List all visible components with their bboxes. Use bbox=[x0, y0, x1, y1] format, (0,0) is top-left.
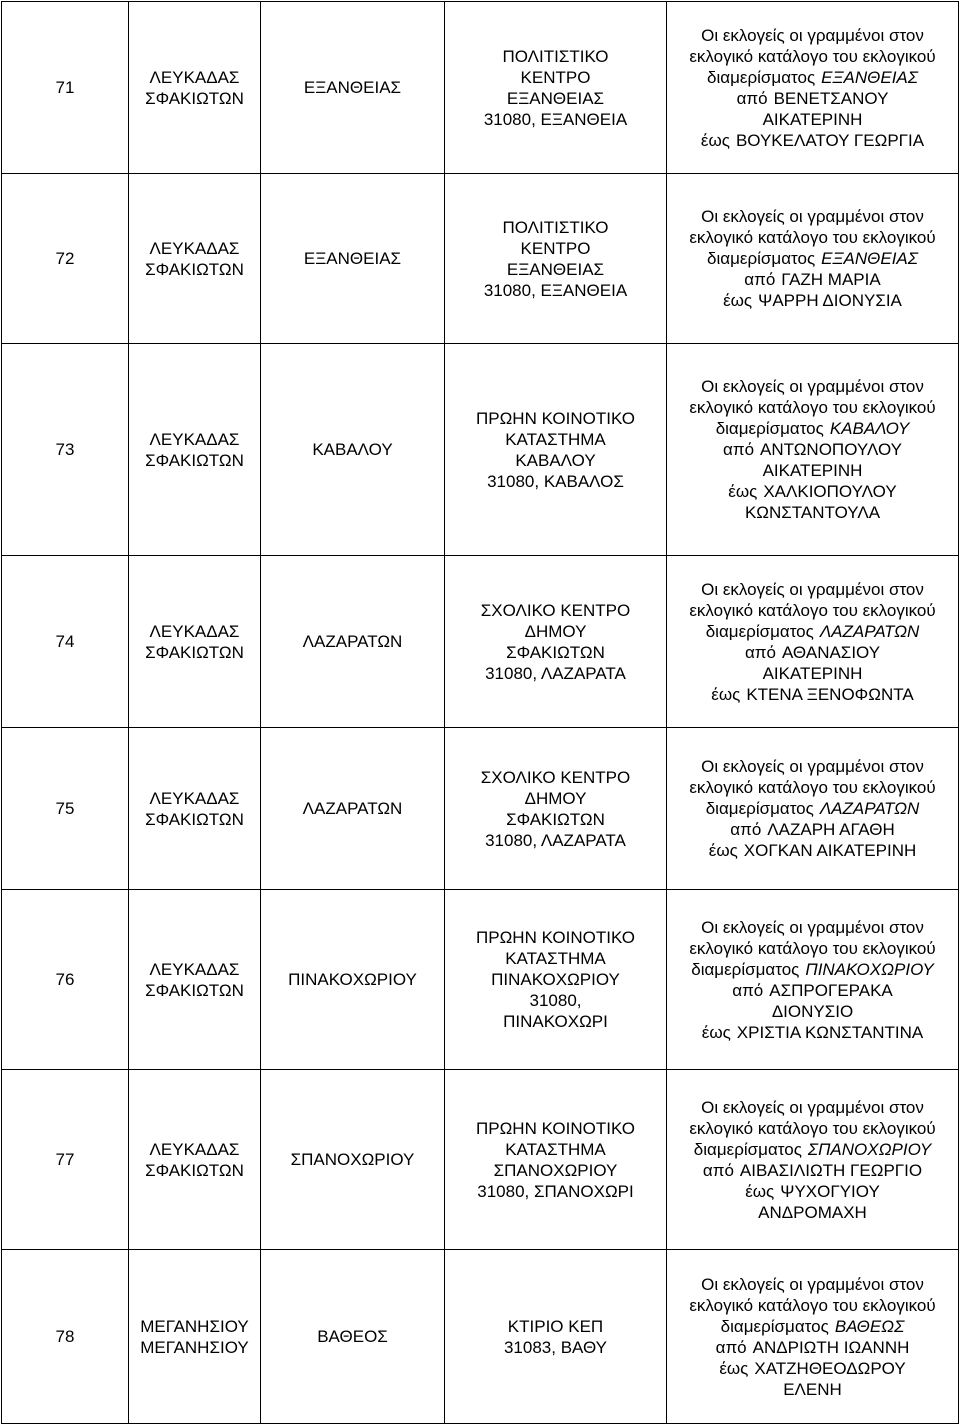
to-voter-name: ΒΟΥΚΕΛΑΤΟΥ ΓΕΩΡΓΙΑ bbox=[735, 130, 925, 150]
table-row bbox=[2, 344, 959, 556]
from-voter-line bbox=[671, 269, 954, 290]
voter-text-line: εκλογικό κατάλογο του εκλογικού bbox=[689, 228, 936, 247]
municipality-cell bbox=[129, 556, 261, 728]
from-voter-name: ΛΑΖΑΡΗ ΑΓΑΘΗ bbox=[767, 820, 895, 839]
from-label: από bbox=[702, 1160, 734, 1180]
location-line: ΣΠΑΝΟΧΩΡΙΟΥ bbox=[493, 1160, 618, 1180]
location-line: ΚΑΤΑΣΤΗΜΑ bbox=[505, 949, 606, 968]
from-label: από bbox=[723, 440, 755, 459]
municipality-line: ΜΕΓΑΝΗΣΙΟΥ bbox=[140, 1316, 249, 1336]
location-line: 31080, bbox=[529, 991, 582, 1010]
to-voter-line bbox=[671, 1202, 954, 1223]
municipality-cell bbox=[129, 890, 261, 1070]
district-cell bbox=[261, 1070, 445, 1250]
to-voter-name: ΑΝΔΡΟΜΑΧΗ bbox=[758, 1202, 867, 1222]
to-voter-line bbox=[671, 130, 954, 151]
district-prefix: διαμερίσματος bbox=[693, 1139, 802, 1159]
district-cell bbox=[261, 728, 445, 890]
district-name: ΕΞΑΝΘΕΙΑΣ bbox=[303, 78, 402, 97]
from-label: από bbox=[715, 1337, 747, 1357]
from-voter-name: ΑΙΚΑΤΕΡΙΝΗ bbox=[762, 663, 863, 683]
voter-text-line: Οι εκλογείς οι γραμμένοι στον bbox=[701, 1274, 924, 1294]
polling-stations-table bbox=[1, 1, 959, 1424]
voter-range-cell bbox=[667, 1070, 959, 1250]
table-row bbox=[2, 890, 959, 1070]
district-name: ΕΞΑΝΘΕΙΑΣ bbox=[303, 249, 402, 268]
location-line: ΕΞΑΝΘΕΙΑΣ bbox=[506, 259, 605, 279]
location-line: 31080, ΣΠΑΝΟΧΩΡΙ bbox=[477, 1181, 634, 1201]
to-label: έως bbox=[745, 1181, 775, 1201]
row-number-cell bbox=[2, 1070, 129, 1250]
to-voter-line bbox=[671, 290, 954, 311]
row-number: 77 bbox=[55, 1150, 75, 1169]
to-label: έως bbox=[723, 291, 753, 310]
from-voter-line bbox=[671, 980, 954, 1001]
location-line: ΚΕΝΤΡΟ bbox=[520, 67, 591, 87]
voter-range-cell bbox=[667, 2, 959, 174]
municipality-line: ΜΕΓΑΝΗΣΙΟΥ bbox=[140, 1337, 249, 1357]
electoral-district-name: ΣΠΑΝΟΧΩΡΙΟΥ bbox=[807, 1139, 932, 1159]
to-voter-line bbox=[671, 1022, 954, 1043]
district-cell bbox=[261, 174, 445, 344]
to-voter-name: ΕΛΕΝΗ bbox=[783, 1379, 842, 1399]
from-label: από bbox=[736, 88, 768, 108]
table-body bbox=[2, 2, 959, 1424]
voter-text-line: εκλογικό κατάλογο του εκλογικού bbox=[689, 938, 936, 958]
row-number: 71 bbox=[55, 78, 75, 97]
from-label: από bbox=[732, 980, 764, 1000]
row-number-cell bbox=[2, 344, 129, 556]
district-prefix: διαμερίσματος bbox=[720, 1316, 829, 1336]
district-cell bbox=[261, 890, 445, 1070]
location-line: 31080, ΛΑΖΑΡΑΤΑ bbox=[485, 663, 626, 683]
to-voter-name: ΨΑΡΡΗ ΔΙΟΝΥΣΙΑ bbox=[758, 291, 902, 310]
location-cell bbox=[445, 1070, 667, 1250]
district-cell bbox=[261, 556, 445, 728]
voter-range-cell bbox=[667, 1250, 959, 1424]
location-line: ΚΑΤΑΣΤΗΜΑ bbox=[505, 429, 606, 449]
voter-text-line: εκλογικό κατάλογο του εκλογικού bbox=[689, 1118, 936, 1138]
from-voter-name: ΓΑΖΗ ΜΑΡΙΑ bbox=[781, 270, 881, 289]
voter-text-line: εκλογικό κατάλογο του εκλογικού bbox=[689, 1295, 936, 1315]
from-label: από bbox=[744, 270, 776, 289]
municipality-cell bbox=[129, 728, 261, 890]
location-line: ΕΞΑΝΘΕΙΑΣ bbox=[506, 88, 605, 108]
to-voter-line bbox=[671, 840, 954, 861]
from-voter-name: ΑΘΑΝΑΣΙΟΥ bbox=[781, 642, 881, 662]
location-line: ΚΑΤΑΣΤΗΜΑ bbox=[505, 1139, 606, 1159]
location-line: ΔΗΜΟΥ bbox=[524, 621, 587, 641]
municipality-cell bbox=[129, 1070, 261, 1250]
row-number-cell bbox=[2, 174, 129, 344]
voter-range-cell bbox=[667, 890, 959, 1070]
district-name: ΣΠΑΝΟΧΩΡΙΟΥ bbox=[290, 1150, 415, 1169]
municipality-line: ΣΦΑΚΙΩΤΩΝ bbox=[145, 809, 244, 829]
electoral-district-line bbox=[671, 418, 954, 439]
electoral-district-name: ΕΞΑΝΘΕΙΑΣ bbox=[821, 249, 918, 268]
municipality-line: ΛΕΥΚΑΔΑΣ bbox=[149, 67, 240, 87]
location-cell bbox=[445, 174, 667, 344]
location-line: ΠΡΩΗΝ ΚΟΙΝΟΤΙΚΟ bbox=[475, 1118, 635, 1138]
from-voter-line bbox=[671, 439, 954, 460]
row-number-cell bbox=[2, 728, 129, 890]
municipality-line: ΛΕΥΚΑΔΑΣ bbox=[149, 1139, 240, 1159]
voter-text-line: Οι εκλογείς οι γραμμένοι στον bbox=[701, 1097, 924, 1117]
location-cell bbox=[445, 890, 667, 1070]
voter-text-line: εκλογικό κατάλογο του εκλογικού bbox=[689, 600, 936, 620]
district-cell bbox=[261, 344, 445, 556]
electoral-district-line bbox=[671, 798, 954, 819]
voter-text-line: Οι εκλογείς οι γραμμένοι στον bbox=[701, 377, 924, 396]
voter-range-cell bbox=[667, 174, 959, 344]
to-voter-name: ΧΑΛΚΙΟΠΟΥΛΟΥ bbox=[763, 482, 897, 501]
to-voter-line bbox=[671, 684, 954, 705]
electoral-district-line bbox=[671, 959, 954, 980]
location-cell bbox=[445, 1250, 667, 1424]
location-line: ΠΙΝΑΚΟΧΩΡΙΟΥ bbox=[491, 970, 620, 989]
to-label: έως bbox=[701, 1022, 731, 1042]
location-cell bbox=[445, 556, 667, 728]
municipality-cell bbox=[129, 174, 261, 344]
electoral-district-line bbox=[671, 67, 954, 88]
from-voter-line bbox=[671, 819, 954, 840]
electoral-district-name: ΕΞΑΝΘΕΙΑΣ bbox=[821, 67, 918, 87]
to-voter-line bbox=[671, 502, 954, 523]
location-cell bbox=[445, 344, 667, 556]
municipality-line: ΣΦΑΚΙΩΤΩΝ bbox=[145, 259, 244, 279]
from-voter-line bbox=[671, 642, 954, 663]
municipality-line: ΣΦΑΚΙΩΤΩΝ bbox=[145, 980, 244, 1000]
location-line: ΠΡΩΗΝ ΚΟΙΝΟΤΙΚΟ bbox=[475, 928, 635, 947]
location-line: ΠΙΝΑΚΟΧΩΡΙ bbox=[503, 1012, 608, 1031]
district-prefix: διαμερίσματος bbox=[715, 419, 824, 438]
from-voter-name: ΑΙΒΑΣΙΛΙΩΤΗ ΓΕΩΡΓΙΟ bbox=[739, 1160, 923, 1180]
to-voter-name: ΧΟΓΚΑΝ ΑΙΚΑΤΕΡΙΝΗ bbox=[743, 841, 917, 860]
location-line: ΚΑΒΑΛΟΥ bbox=[515, 450, 596, 470]
table-row bbox=[2, 1250, 959, 1424]
from-voter-name: ΑΝΔΡΙΩΤΗ ΙΩΑΝΝΗ bbox=[752, 1337, 910, 1357]
row-number-cell bbox=[2, 556, 129, 728]
location-cell bbox=[445, 728, 667, 890]
district-prefix: διαμερίσματος bbox=[707, 67, 816, 87]
electoral-district-line bbox=[671, 621, 954, 642]
electoral-district-name: ΒΑΘΕΩΣ bbox=[834, 1316, 905, 1336]
municipality-line: ΛΕΥΚΑΔΑΣ bbox=[149, 788, 240, 808]
from-voter-line bbox=[671, 1001, 954, 1022]
row-number-cell bbox=[2, 890, 129, 1070]
district-cell bbox=[261, 2, 445, 174]
voter-range-cell bbox=[667, 728, 959, 890]
from-label: από bbox=[730, 820, 762, 839]
row-number: 74 bbox=[55, 632, 75, 651]
municipality-cell bbox=[129, 2, 261, 174]
to-voter-name: ΧΑΤΖΗΘΕΟΔΩΡΟΥ bbox=[754, 1358, 906, 1378]
voter-text-line: Οι εκλογείς οι γραμμένοι στον bbox=[701, 25, 924, 45]
table-row bbox=[2, 728, 959, 890]
table-row bbox=[2, 2, 959, 174]
from-voter-line bbox=[671, 88, 954, 109]
location-cell bbox=[445, 2, 667, 174]
district-prefix: διαμερίσματος bbox=[705, 621, 814, 641]
to-voter-name: ΚΩΝΣΤΑΝΤΟΥΛΑ bbox=[744, 503, 881, 522]
location-line: ΣΦΑΚΙΩΤΩΝ bbox=[506, 642, 605, 662]
row-number: 76 bbox=[55, 970, 75, 989]
to-label: έως bbox=[700, 130, 730, 150]
to-voter-line bbox=[671, 1181, 954, 1202]
municipality-line: ΛΕΥΚΑΔΑΣ bbox=[149, 959, 240, 979]
location-line: ΚΕΝΤΡΟ bbox=[520, 238, 591, 258]
from-voter-name: ΑΙΚΑΤΕΡΙΝΗ bbox=[762, 461, 863, 480]
to-label: έως bbox=[708, 841, 738, 860]
district-name: ΛΑΖΑΡΑΤΩΝ bbox=[302, 632, 403, 651]
to-voter-name: ΧΡΙΣΤΙΑ ΚΩΝΣΤΑΝΤΙΝΑ bbox=[736, 1022, 924, 1042]
municipality-line: ΛΕΥΚΑΔΑΣ bbox=[149, 238, 240, 258]
district-name: ΛΑΖΑΡΑΤΩΝ bbox=[302, 799, 403, 818]
municipality-line: ΣΦΑΚΙΩΤΩΝ bbox=[145, 450, 244, 470]
voter-text-line: Οι εκλογείς οι γραμμένοι στον bbox=[701, 917, 924, 937]
district-prefix: διαμερίσματος bbox=[705, 799, 814, 818]
voter-text-line: Οι εκλογείς οι γραμμένοι στον bbox=[701, 757, 924, 776]
location-line: ΠΟΛΙΤΙΣΤΙΚΟ bbox=[502, 46, 609, 66]
to-label: έως bbox=[719, 1358, 749, 1378]
from-voter-name: ΔΙΟΝΥΣΙΟ bbox=[771, 1001, 854, 1021]
district-name: ΚΑΒΑΛΟΥ bbox=[312, 440, 393, 459]
location-line: 31080, ΛΑΖΑΡΑΤΑ bbox=[485, 830, 626, 850]
row-number-cell bbox=[2, 1250, 129, 1424]
location-line: ΣΧΟΛΙΚΟ ΚΕΝΤΡΟ bbox=[480, 767, 631, 787]
location-line: ΠΡΩΗΝ ΚΟΙΝΟΤΙΚΟ bbox=[475, 408, 635, 428]
from-voter-name: ΒΕΝΕΤΣΑΝΟΥ bbox=[773, 88, 889, 108]
from-voter-name: ΑΣΠΡΟΓΕΡΑΚΑ bbox=[769, 980, 893, 1000]
location-line: ΔΗΜΟΥ bbox=[524, 788, 587, 808]
table-row bbox=[2, 174, 959, 344]
location-line: ΠΟΛΙΤΙΣΤΙΚΟ bbox=[502, 217, 609, 237]
voter-range-cell bbox=[667, 556, 959, 728]
from-voter-line bbox=[671, 663, 954, 684]
row-number: 75 bbox=[55, 799, 75, 818]
voter-text-line: Οι εκλογείς οι γραμμένοι στον bbox=[701, 579, 924, 599]
from-voter-line bbox=[671, 1160, 954, 1181]
voter-text-line: εκλογικό κατάλογο του εκλογικού bbox=[689, 398, 936, 417]
district-name: ΒΑΘΕΟΣ bbox=[317, 1327, 388, 1346]
municipality-cell bbox=[129, 344, 261, 556]
from-voter-line bbox=[671, 109, 954, 130]
location-line: 31080, ΕΞΑΝΘΕΙΑ bbox=[483, 109, 628, 129]
location-line: ΣΧΟΛΙΚΟ ΚΕΝΤΡΟ bbox=[480, 600, 631, 620]
to-voter-line bbox=[671, 481, 954, 502]
municipality-line: ΛΕΥΚΑΔΑΣ bbox=[149, 429, 240, 449]
from-voter-name: ΑΙΚΑΤΕΡΙΝΗ bbox=[762, 109, 863, 129]
electoral-district-line bbox=[671, 248, 954, 269]
to-label: έως bbox=[711, 684, 741, 704]
electoral-district-name: ΛΑΖΑΡΑΤΩΝ bbox=[819, 799, 920, 818]
from-voter-line bbox=[671, 460, 954, 481]
electoral-district-line bbox=[671, 1139, 954, 1160]
electoral-district-name: ΠΙΝΑΚΟΧΩΡΙΟΥ bbox=[805, 959, 934, 979]
district-prefix: διαμερίσματος bbox=[691, 959, 800, 979]
to-voter-name: ΚΤΕΝΑ ΞΕΝΟΦΩΝΤΑ bbox=[746, 684, 914, 704]
municipality-line: ΣΦΑΚΙΩΤΩΝ bbox=[145, 1160, 244, 1180]
district-cell bbox=[261, 1250, 445, 1424]
location-line: 31080, ΚΑΒΑΛΟΣ bbox=[487, 471, 624, 491]
electoral-district-name: ΛΑΖΑΡΑΤΩΝ bbox=[819, 621, 920, 641]
electoral-district-name: ΚΑΒΑΛΟΥ bbox=[829, 419, 910, 438]
electoral-district-line bbox=[671, 1316, 954, 1337]
from-voter-name: ΑΝΤΩΝΟΠΟΥΛΟΥ bbox=[760, 440, 902, 459]
municipality-line: ΣΦΑΚΙΩΤΩΝ bbox=[145, 642, 244, 662]
district-prefix: διαμερίσματος bbox=[707, 249, 816, 268]
table-row bbox=[2, 1070, 959, 1250]
row-number: 78 bbox=[55, 1327, 75, 1346]
location-line: ΚΤΙΡΙΟ ΚΕΠ bbox=[507, 1316, 604, 1336]
table-row bbox=[2, 556, 959, 728]
municipality-cell bbox=[129, 1250, 261, 1424]
row-number: 72 bbox=[55, 249, 75, 268]
to-voter-name: ΨΥΧΟΓΥΙΟΥ bbox=[780, 1181, 880, 1201]
row-number: 73 bbox=[55, 440, 75, 459]
location-line: 31080, ΕΞΑΝΘΕΙΑ bbox=[483, 280, 628, 300]
voter-text-line: εκλογικό κατάλογο του εκλογικού bbox=[689, 46, 936, 66]
district-name: ΠΙΝΑΚΟΧΩΡΙΟΥ bbox=[288, 970, 417, 989]
voter-text-line: εκλογικό κατάλογο του εκλογικού bbox=[689, 778, 936, 797]
to-voter-line bbox=[671, 1358, 954, 1379]
from-label: από bbox=[744, 642, 776, 662]
municipality-line: ΛΕΥΚΑΔΑΣ bbox=[149, 621, 240, 641]
to-voter-line bbox=[671, 1379, 954, 1400]
voter-range-cell bbox=[667, 344, 959, 556]
location-line: 31083, ΒΑΘΥ bbox=[503, 1337, 608, 1357]
municipality-line: ΣΦΑΚΙΩΤΩΝ bbox=[145, 88, 244, 108]
row-number-cell bbox=[2, 2, 129, 174]
location-line: ΣΦΑΚΙΩΤΩΝ bbox=[506, 809, 605, 829]
from-voter-line bbox=[671, 1337, 954, 1358]
voter-text-line: Οι εκλογείς οι γραμμένοι στον bbox=[701, 207, 924, 226]
to-label: έως bbox=[728, 482, 758, 501]
